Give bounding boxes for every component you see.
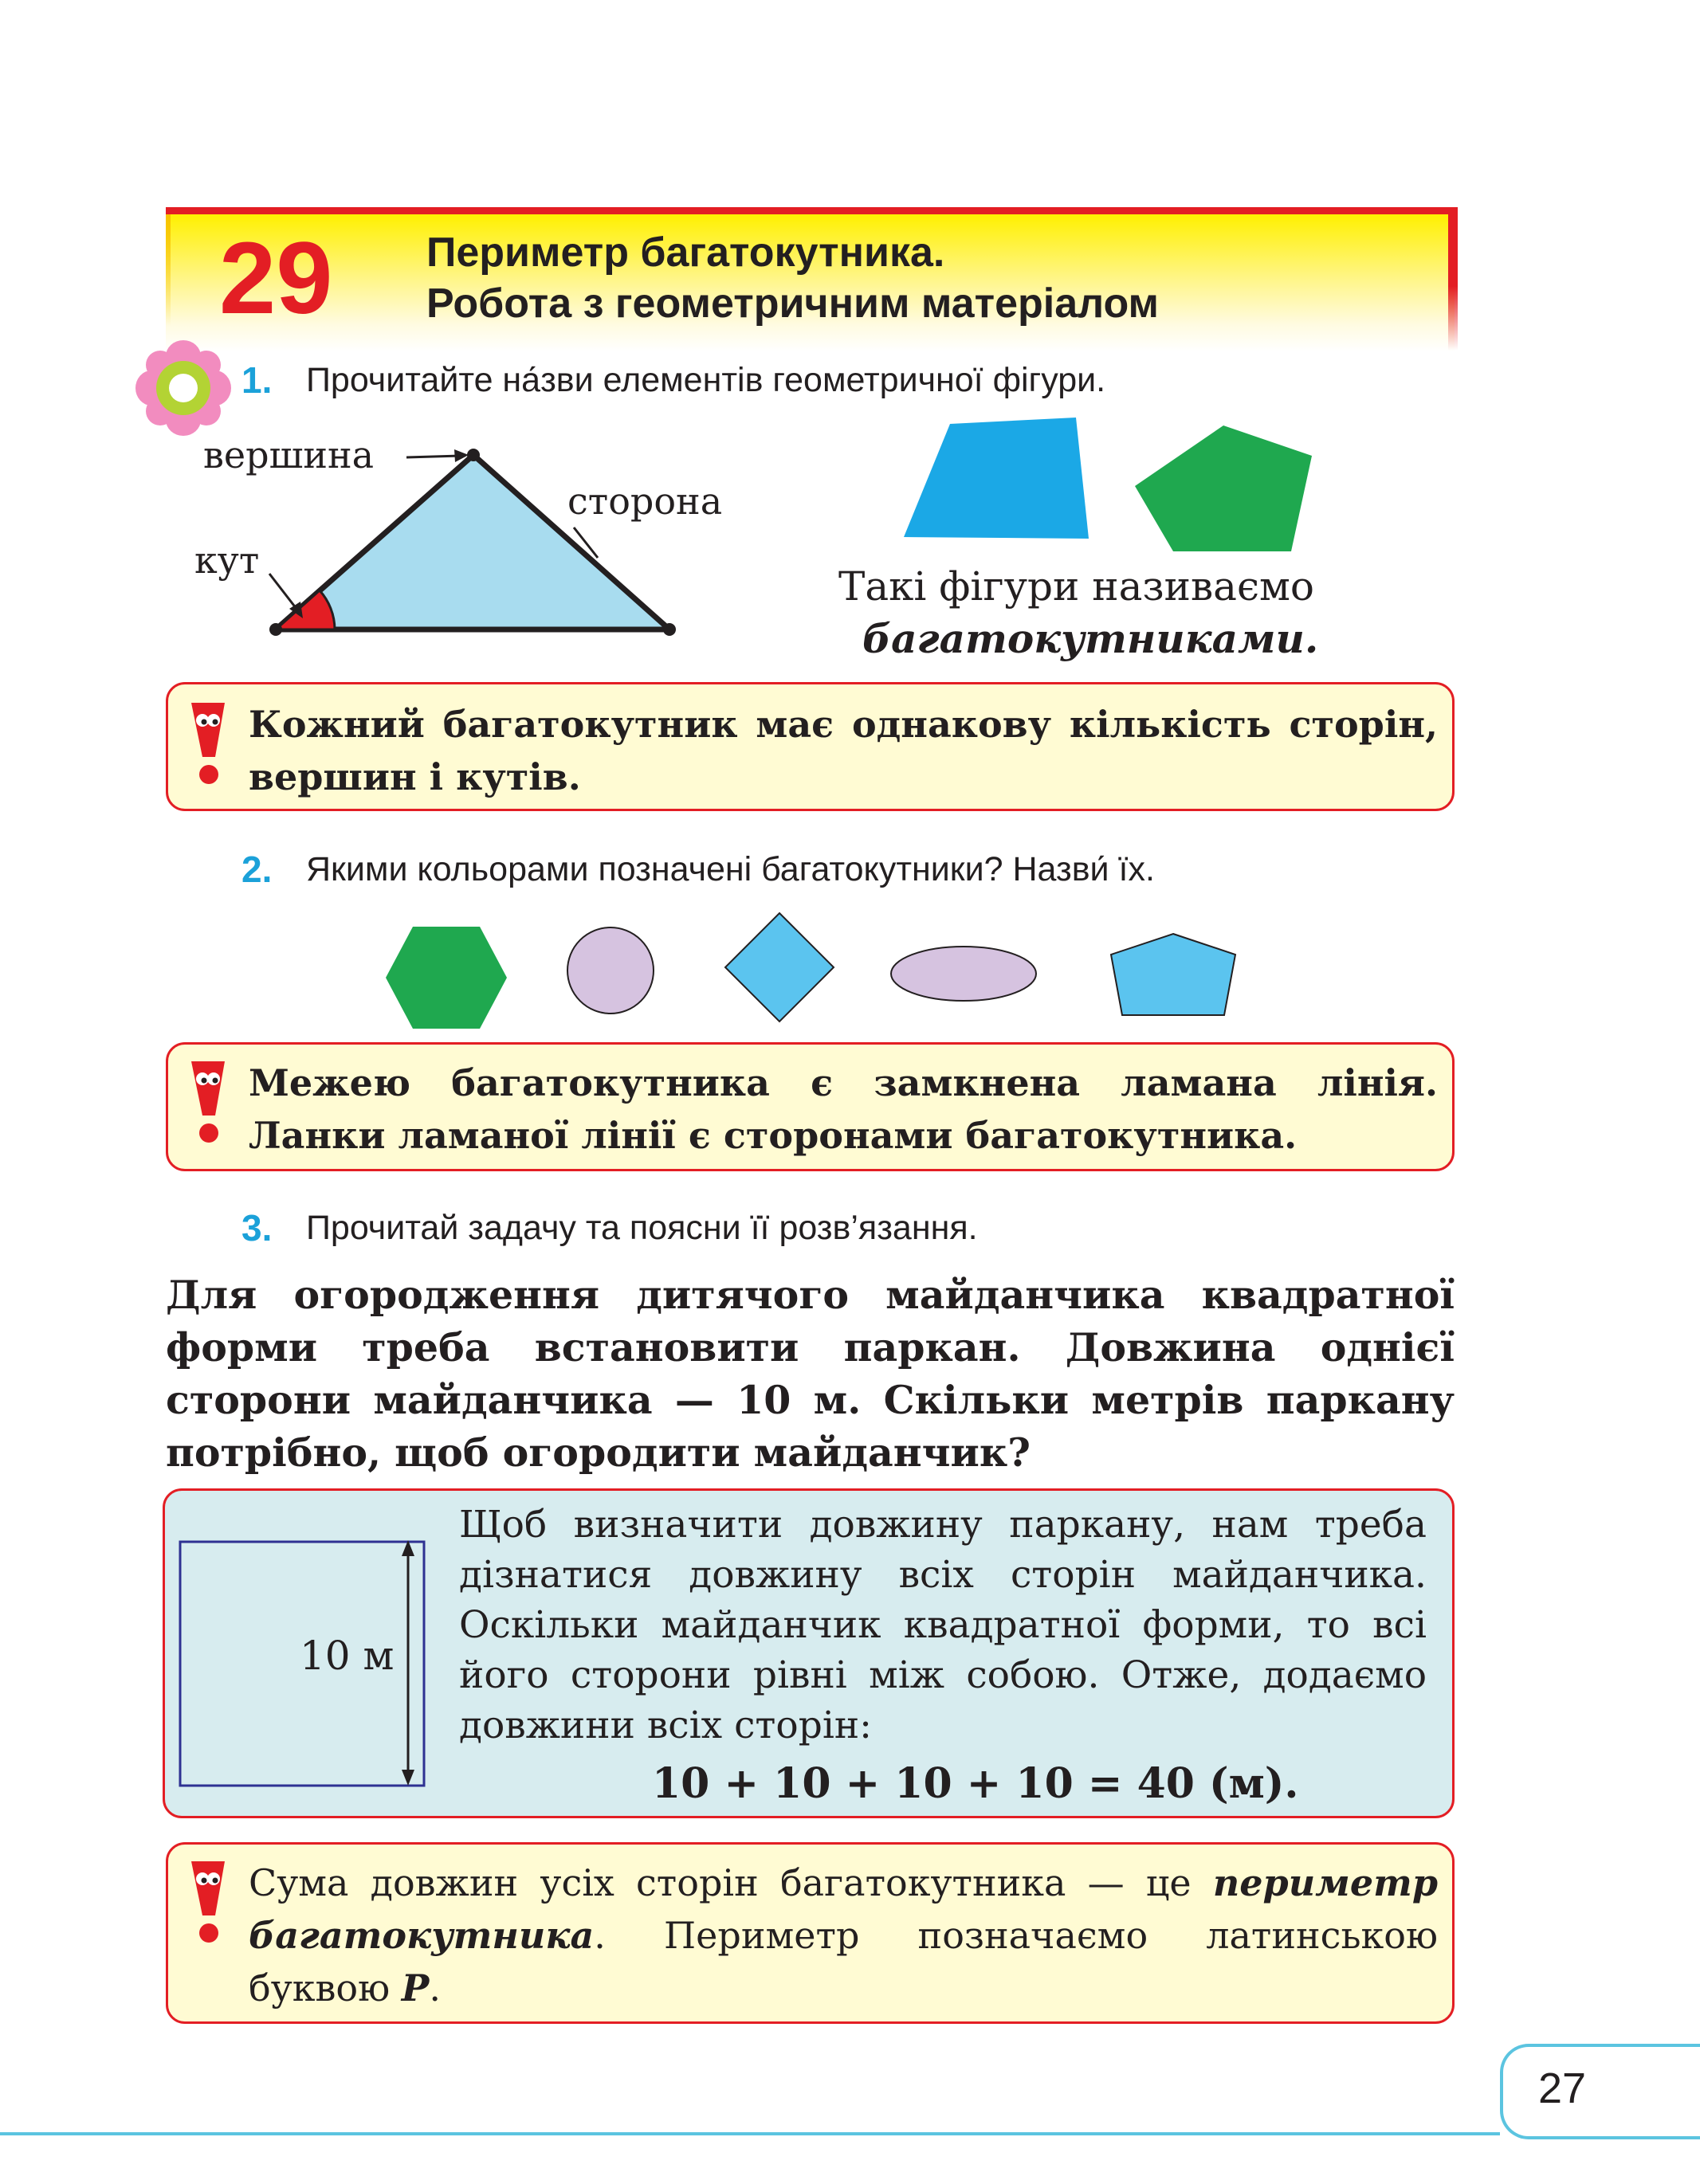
pentagon-green: [1132, 422, 1315, 554]
hexagon-green: [383, 924, 510, 1031]
exclamation-icon: [188, 698, 230, 787]
solution-equation: 10 + 10 + 10 + 10 = 40 (м).: [652, 1759, 1299, 1808]
page-number: 27: [1538, 2064, 1587, 2112]
task1-number: 1.: [241, 359, 273, 401]
task3-number: 3.: [241, 1207, 273, 1249]
pentagon-blue: [1108, 931, 1239, 1018]
perimeter-term: периметр багатокутника: [249, 1861, 1438, 1957]
polygon-caption-term: багатокутниками.: [862, 615, 1319, 662]
lesson-title-line1: Периметр багатокутника.: [426, 229, 945, 276]
side-label: сторона: [567, 480, 723, 523]
angle-label: кут: [194, 539, 260, 582]
lesson-title-line2: Робота з геометричним матеріалом: [426, 280, 1160, 327]
problem-text: Для огородження дитячого майданчика квадратної форми треба встановити паркан. Довжина однієї сторони майданчика — 10 м. Скільки метрів паркану потрібно, щоб огородити майданчик?: [166, 1272, 1455, 1476]
rule-text-1: Кожний багатокутник має однакову кількість сторін, вершин і кутів.: [249, 703, 1438, 798]
rule3-part3: .: [429, 1966, 441, 2010]
page-number-tab: [1500, 2044, 1700, 2139]
ellipse-lilac: [888, 943, 1039, 1004]
vertex-label: вершина: [203, 433, 375, 476]
bottom-rule: [0, 2132, 1500, 2135]
task2-text: Якими кольорами позначені багатокутники? Назви́ їх.: [306, 850, 1155, 888]
rule3-part2: . Периметр позначаємо латинською буквою: [249, 1914, 1438, 2010]
circle-lilac: [564, 924, 657, 1017]
rule-text-3: [249, 1857, 1438, 2014]
task3-text: Прочитай задачу та поясни її розв’язання.: [306, 1209, 978, 1247]
exclamation-icon: [188, 1057, 230, 1146]
solution-text: Щоб визначити довжину паркану, нам треба дізнатися довжину всіх сторін майданчика. Оскільки майданчик квадратної форми, то всі його сторони рівні між собою. Отже, додаємо довжини всіх сторін:: [459, 1503, 1427, 1747]
side-length-label: 10 м: [300, 1633, 395, 1679]
rhombus-blue: [722, 910, 837, 1025]
polygon-caption-line1: Такі фігури називаємо: [838, 563, 1314, 610]
perimeter-letter: P: [401, 1966, 430, 2010]
flower-icon: [134, 339, 233, 437]
header-left-accent: [166, 214, 171, 326]
lesson-number: 29: [219, 222, 333, 335]
task2-number: 2.: [241, 849, 273, 890]
task1-text: Прочитайте на́зви елементів геометричної фігури.: [306, 361, 1106, 399]
exclamation-icon: [188, 1857, 230, 1946]
header-right-accent: [1448, 207, 1458, 351]
quadrilateral-blue: [901, 414, 1092, 542]
rule3-part1: Сума довжин усіх сторін багатокутника — це: [249, 1861, 1213, 1904]
rule-text-2: Межею багатокутника є замкнена ламана лінія. Ланки ламаної лінії є сторонами багатокутника.: [249, 1061, 1438, 1157]
